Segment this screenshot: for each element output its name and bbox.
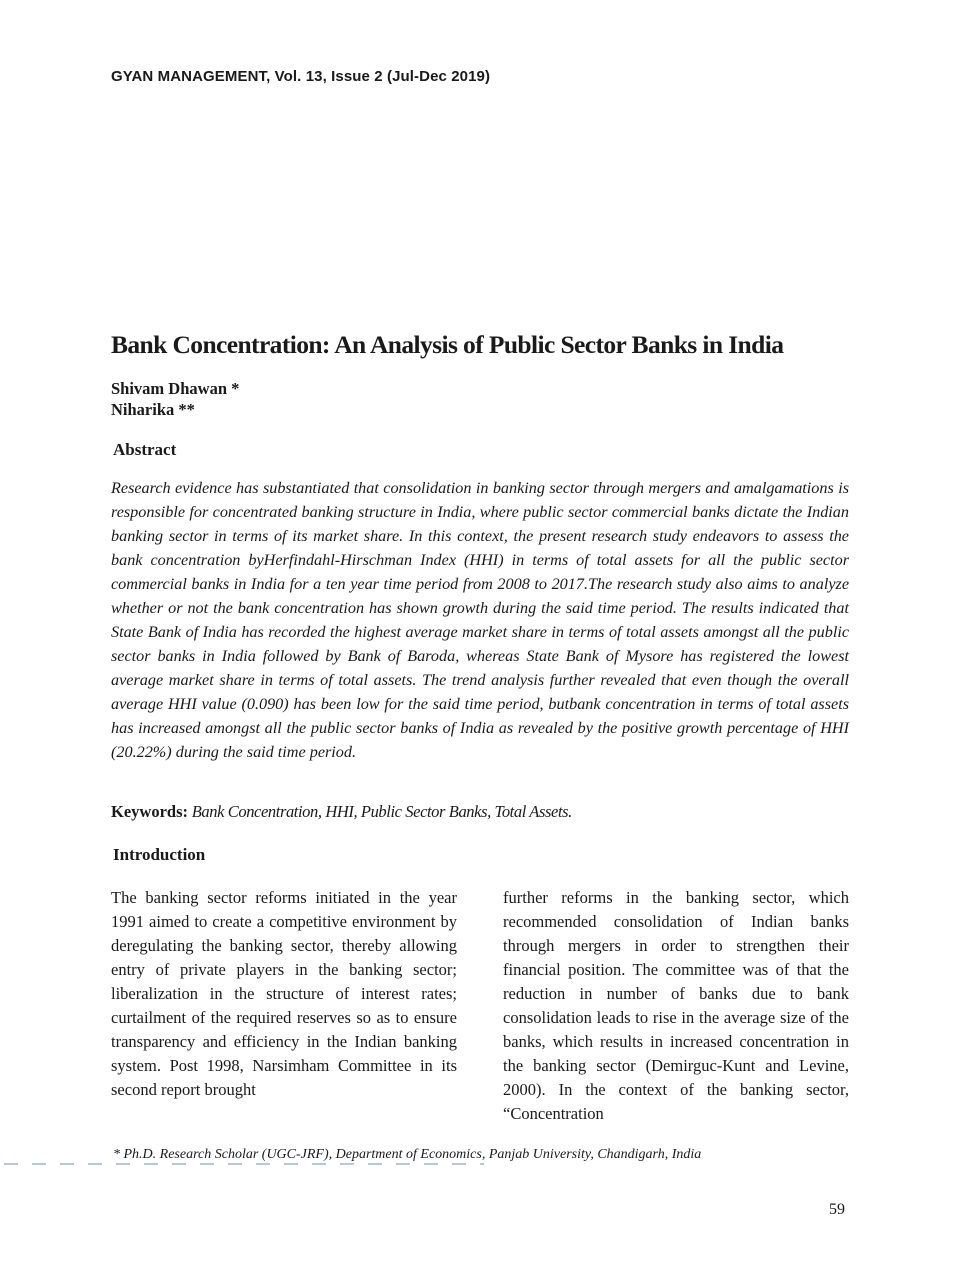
introduction-right-column: further reforms in the banking sector, which recommended consolidation of Indian banks through mergers in order to strengthen their financial position. The committee was of that the reduction in number of banks due to bank consolidation leads to rise in the average size of the banks, which results in increased concentration in the banking sector (Demirguc-Kunt and Levine, 2000). In the context of the banking sector, “Concentration	[503, 888, 849, 1123]
introduction-left-column: The banking sector reforms initiated in the year 1991 aimed to create a competitive environment by deregulating the banking sector, thereby allowing entry of private players in the banking sector; liberalization in the structure of interest rates; curtailment of the required reserves so as to ensure transparency and efficiency in the Indian banking system. Post 1998, Narsimham Committee in its second report brought	[111, 888, 457, 1099]
author-list	[111, 378, 239, 420]
abstract-heading: Abstract	[113, 440, 177, 459]
keywords	[111, 800, 851, 824]
page-number: 59	[829, 1201, 845, 1218]
keywords-label: Keywords:	[111, 802, 188, 821]
author-name: Shivam Dhawan *	[111, 379, 240, 398]
abstract-text: Research evidence has substantiated that consolidation in banking sector through mergers and amalgamations is responsible for concentrated banking structure in India, where public sector commercial banks dictate the Indian banking sector in terms of its market share. In this context, the present research study endeavors to assess the bank concentration byHerfindahl-Hirschman Index (HHI) in terms of total assets for all the public sector commercial banks in India for a ten year time period from 2008 to 2017.The research study also aims to analyze whether or not the bank concentration has shown growth during the said time period. The results indicated that State Bank of India has recorded the highest average market share in terms of total assets amongst all the public sector banks in India followed by Bank of Baroda, whereas State Bank of Mysore has registered the lowest average market share in terms of total assets. The trend analysis further revealed that even though the overall average HHI value (0.090) has been low for the said time period, butbank concentration in terms of total assets has increased amongst all the public sector banks of India as revealed by the positive growth percentage of HHI (20.22%) during the said time period.	[111, 479, 849, 761]
keywords-text: Bank Concentration, HHI, Public Sector Banks, Total Assets.	[188, 802, 572, 821]
footnote: * Ph.D. Research Scholar (UGC-JRF), Department of Economics, Panjab University, Chandigarh, India	[113, 1147, 702, 1162]
author-name: Niharika **	[111, 400, 195, 419]
journal-header: GYAN MANAGEMENT, Vol. 13, Issue 2 (Jul-Dec 2019)	[111, 68, 491, 85]
article-title: Bank Concentration: An Analysis of Public Sector Banks in India	[111, 330, 784, 359]
introduction-heading: Introduction	[113, 845, 206, 864]
